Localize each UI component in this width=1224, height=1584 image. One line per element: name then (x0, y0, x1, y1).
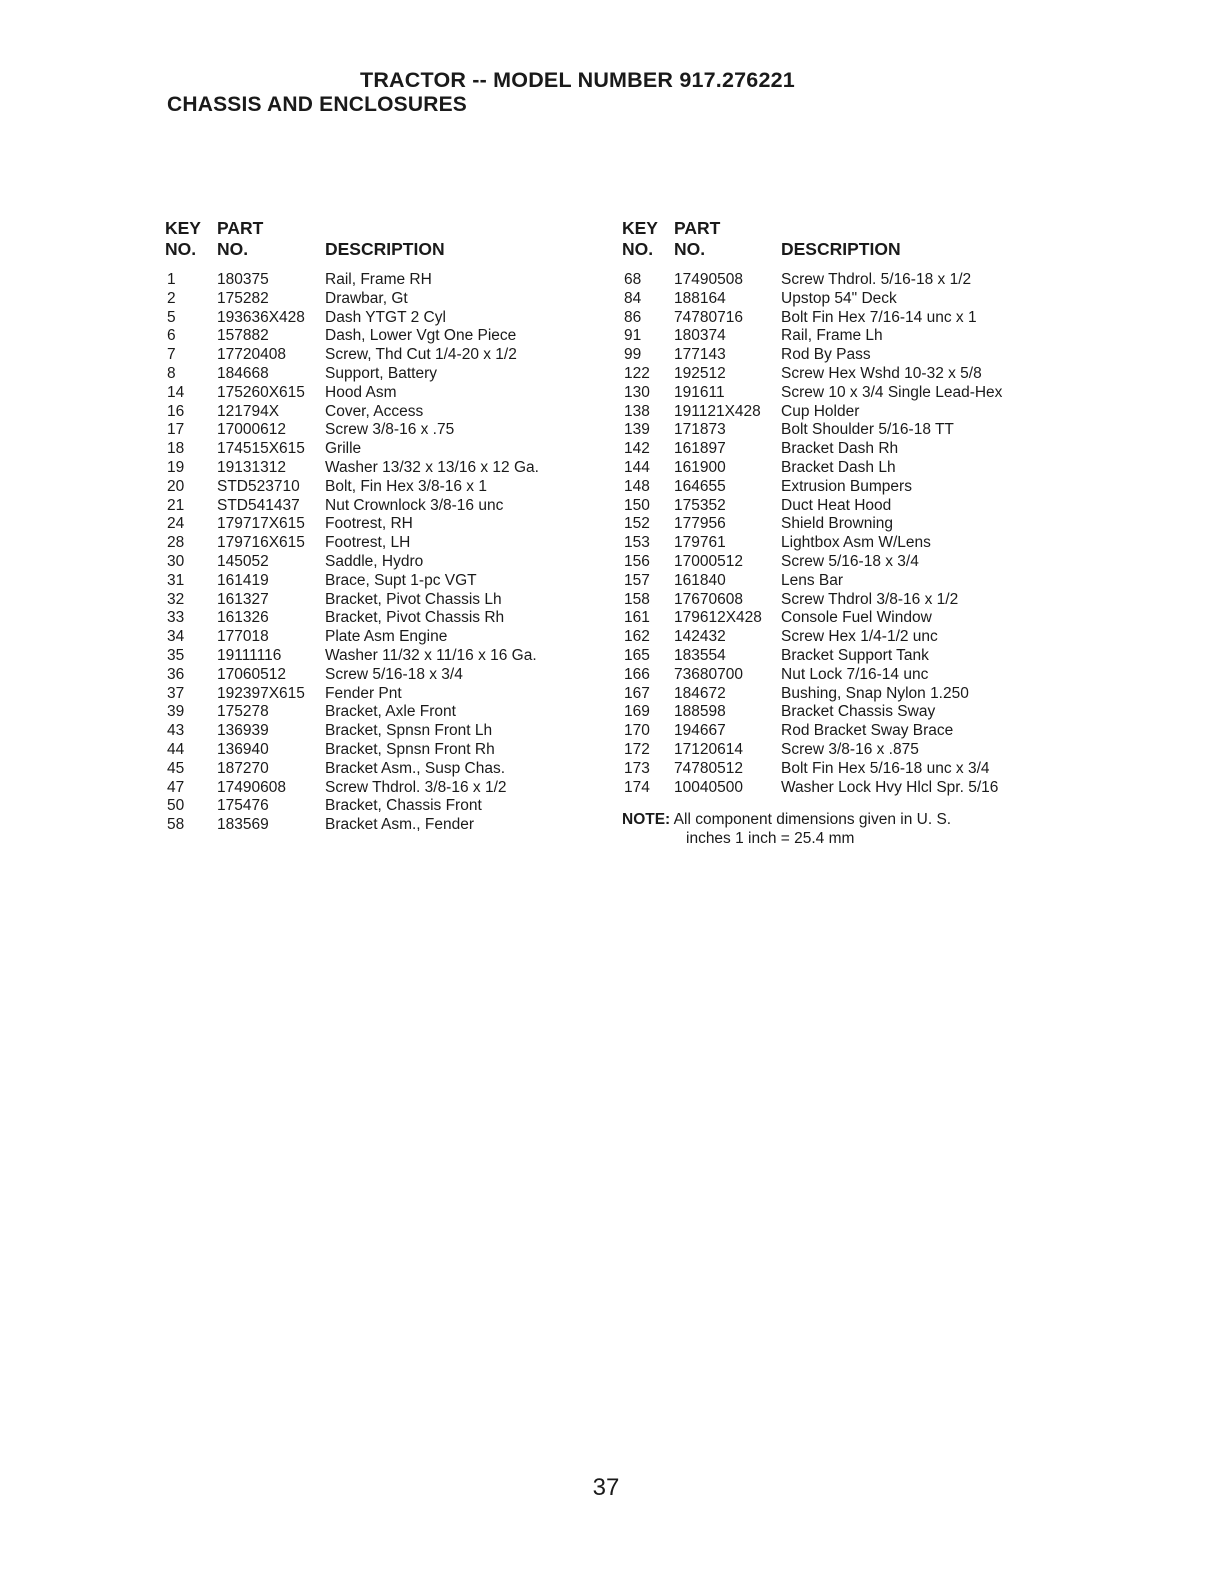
key-number: 1 (167, 271, 176, 288)
part-description: Rail, Frame RH (325, 271, 432, 288)
key-number: 91 (624, 327, 642, 345)
note-line-1: All component dimensions given in U. S. (673, 811, 952, 828)
part-number: 175278 (217, 703, 269, 721)
part-number: 184672 (674, 684, 726, 702)
key-number: 33 (167, 609, 185, 627)
part-number: 179717X615 (217, 515, 305, 533)
part-number: 17000512 (674, 552, 743, 570)
key-number: 20 (167, 477, 185, 495)
part-number: 121794X (217, 402, 280, 420)
key-number: 158 (624, 590, 650, 608)
part-description: Bracket Asm., Susp Chas. (325, 759, 506, 777)
key-number: 37 (167, 684, 185, 702)
part-description: Screw 5/16-18 x 3/4 (781, 552, 919, 570)
part-number: 183554 (674, 646, 726, 664)
header-part-bottom: NO. (674, 239, 706, 259)
table-row (165, 591, 585, 610)
parts-list-right (622, 271, 1052, 797)
key-number: 130 (624, 383, 650, 401)
table-row (622, 327, 1052, 346)
part-description: Screw Thdrol. 3/8-16 x 1/2 (325, 778, 507, 796)
table-row (165, 515, 585, 534)
part-description: Bracket Asm., Fender (325, 816, 475, 834)
section-title: CHASSIS AND ENCLOSURES (167, 93, 467, 116)
key-number: 45 (167, 759, 185, 777)
part-description: Cup Holder (781, 402, 860, 420)
key-number: 28 (167, 534, 185, 552)
part-description: Screw Thdrol. 5/16-18 x 1/2 (781, 271, 972, 288)
table-row (622, 609, 1052, 628)
key-number: 44 (167, 740, 185, 758)
table-row (165, 440, 585, 459)
parts-table-left (165, 218, 585, 835)
part-number: 183569 (217, 816, 269, 834)
table-row (165, 346, 585, 365)
key-number: 144 (624, 458, 650, 476)
key-number: 39 (167, 703, 185, 721)
part-description: Bracket Support Tank (781, 646, 929, 664)
table-row (165, 666, 585, 685)
part-number: 192512 (674, 364, 726, 382)
table-row (622, 440, 1052, 459)
table-header (165, 218, 585, 262)
part-description: Shield Browning (781, 515, 894, 533)
part-number: 188164 (674, 289, 726, 307)
part-number: 179612X428 (674, 609, 762, 627)
table-row (622, 403, 1052, 422)
key-number: 8 (167, 364, 176, 382)
key-number: 43 (167, 722, 185, 740)
key-number: 173 (624, 759, 650, 777)
table-row (165, 421, 585, 440)
header-part-bottom: NO. (217, 239, 249, 259)
table-row (165, 327, 585, 346)
part-number: 19131312 (217, 458, 286, 476)
key-number: 150 (624, 496, 650, 514)
part-number: STD541437 (217, 496, 300, 514)
part-number: 142432 (674, 628, 726, 646)
part-description: Bushing, Snap Nylon 1.250 (781, 684, 969, 702)
part-number: 161840 (674, 571, 726, 589)
key-number: 50 (167, 797, 185, 815)
part-description: Cover, Access (325, 402, 424, 420)
table-row (165, 685, 585, 704)
table-row (165, 497, 585, 516)
part-number: 177143 (674, 346, 726, 364)
part-number: 188598 (674, 703, 726, 721)
part-description: Bracket, Chassis Front (325, 797, 482, 815)
part-description: Screw Hex Wshd 10-32 x 5/8 (781, 364, 982, 382)
part-description: Bracket, Pivot Chassis Rh (325, 609, 505, 627)
key-number: 156 (624, 552, 650, 570)
table-row (165, 478, 585, 497)
key-number: 142 (624, 440, 650, 458)
key-number: 139 (624, 421, 650, 439)
part-description: Duct Heat Hood (781, 496, 892, 514)
part-number: 161897 (674, 440, 726, 458)
table-row (165, 703, 585, 722)
table-row (622, 779, 1052, 798)
part-number: 161900 (674, 458, 726, 476)
part-description: Nut Lock 7/16-14 unc (781, 665, 929, 683)
key-number: 153 (624, 534, 650, 552)
part-description: Screw 10 x 3/4 Single Lead-Hex (781, 383, 1003, 401)
part-description: Screw, Thd Cut 1/4-20 x 1/2 (325, 346, 517, 364)
key-number: 58 (167, 816, 185, 834)
key-number: 34 (167, 628, 185, 646)
part-number: 174515X615 (217, 440, 305, 458)
key-number: 165 (624, 646, 650, 664)
table-row (622, 365, 1052, 384)
key-number: 169 (624, 703, 650, 721)
part-description: Bracket, Spnsn Front Lh (325, 722, 493, 740)
table-row (165, 760, 585, 779)
key-number: 18 (167, 440, 185, 458)
table-row (622, 722, 1052, 741)
part-description: Bracket Dash Rh (781, 440, 899, 458)
header-part-top: PART (674, 218, 721, 238)
table-row (165, 553, 585, 572)
table-row (165, 290, 585, 309)
part-number: 191121X428 (674, 402, 761, 420)
table-row (165, 797, 585, 816)
key-number: 84 (624, 289, 642, 307)
key-number: 122 (624, 364, 650, 382)
part-description: Washer 11/32 x 11/16 x 16 Ga. (325, 646, 537, 664)
part-number: 175260X615 (217, 383, 305, 401)
table-row (622, 760, 1052, 779)
table-row (165, 647, 585, 666)
part-number: 17120614 (674, 740, 743, 758)
part-number: 171873 (674, 421, 726, 439)
part-number: 164655 (674, 477, 726, 495)
table-row (165, 628, 585, 647)
part-description: Plate Asm Engine (325, 628, 448, 646)
table-row (622, 515, 1052, 534)
key-number: 166 (624, 665, 650, 683)
key-number: 167 (624, 684, 650, 702)
key-number: 19 (167, 458, 185, 476)
table-row (165, 309, 585, 328)
part-description: Console Fuel Window (781, 609, 932, 627)
table-row (165, 459, 585, 478)
part-description: Screw Thdrol 3/8-16 x 1/2 (781, 590, 959, 608)
key-number: 6 (167, 327, 176, 345)
table-row (165, 609, 585, 628)
key-number: 24 (167, 515, 185, 533)
part-number: 136939 (217, 722, 269, 740)
key-number: 35 (167, 646, 185, 664)
page-title: TRACTOR -- MODEL NUMBER 917.276221 (360, 68, 795, 92)
part-description: Bolt, Fin Hex 3/8-16 x 1 (325, 477, 487, 495)
parts-list-left (165, 271, 585, 835)
header-part-top: PART (217, 218, 264, 238)
table-row (622, 666, 1052, 685)
part-description: Rod By Pass (781, 346, 871, 364)
key-number: 47 (167, 778, 185, 796)
part-description: Lens Bar (781, 571, 844, 589)
table-row (622, 309, 1052, 328)
key-number: 99 (624, 346, 642, 364)
key-number: 161 (624, 609, 650, 627)
table-row (622, 384, 1052, 403)
key-number: 148 (624, 477, 650, 495)
part-number: 17000612 (217, 421, 286, 439)
part-description: Bracket, Spnsn Front Rh (325, 740, 495, 758)
table-row (165, 534, 585, 553)
part-number: 74780512 (674, 759, 743, 777)
table-row (622, 271, 1052, 290)
key-number: 31 (167, 571, 185, 589)
part-number: 192397X615 (217, 684, 305, 702)
part-number: 193636X428 (217, 308, 305, 326)
part-description: Bolt Fin Hex 5/16-18 unc x 3/4 (781, 759, 990, 777)
part-number: 73680700 (674, 665, 743, 683)
key-number: 138 (624, 402, 650, 420)
part-description: Extrusion Bumpers (781, 477, 912, 495)
part-number: 10040500 (674, 778, 743, 796)
key-number: 17 (167, 421, 185, 439)
part-number: 136940 (217, 740, 269, 758)
part-number: 175352 (674, 496, 726, 514)
table-row (165, 779, 585, 798)
part-number: 145052 (217, 552, 269, 570)
part-description: Bracket Chassis Sway (781, 703, 936, 721)
part-number: 179761 (674, 534, 726, 552)
table-row (165, 816, 585, 835)
part-description: Screw 5/16-18 x 3/4 (325, 665, 463, 683)
part-description: Washer 13/32 x 13/16 x 12 Ga. (325, 458, 539, 476)
table-row (622, 346, 1052, 365)
part-number: 161419 (217, 571, 269, 589)
part-description: Dash, Lower Vgt One Piece (325, 327, 517, 345)
table-row (622, 591, 1052, 610)
part-number: 177018 (217, 628, 269, 646)
part-number: 180375 (217, 271, 269, 288)
part-description: Rail, Frame Lh (781, 327, 883, 345)
part-description: Bracket, Axle Front (325, 703, 456, 721)
key-number: 32 (167, 590, 185, 608)
note-line-2: inches 1 inch = 25.4 mm (686, 830, 855, 847)
part-number: 187270 (217, 759, 269, 777)
table-row (165, 572, 585, 591)
part-number: 161327 (217, 590, 269, 608)
page-number: 37 (592, 1474, 620, 1501)
table-row (622, 703, 1052, 722)
table-header (622, 218, 1052, 262)
key-number: 21 (167, 496, 185, 514)
note-label: NOTE: (622, 811, 671, 828)
part-description: Screw Hex 1/4-1/2 unc (781, 628, 938, 646)
header-description: DESCRIPTION (781, 239, 901, 259)
table-row (165, 722, 585, 741)
table-row (622, 572, 1052, 591)
dimension-note (622, 810, 951, 848)
table-row (165, 741, 585, 760)
part-number: 74780716 (674, 308, 743, 326)
part-description: Bolt Fin Hex 7/16-14 unc x 1 (781, 308, 977, 326)
table-row (622, 685, 1052, 704)
key-number: 30 (167, 552, 185, 570)
part-description: Screw 3/8-16 x .75 (325, 421, 455, 439)
key-number: 5 (167, 308, 176, 326)
key-number: 16 (167, 402, 185, 420)
part-description: Support, Battery (325, 364, 438, 382)
part-number: 17490508 (674, 271, 743, 288)
part-number: STD523710 (217, 477, 300, 495)
part-number: 17670608 (674, 590, 743, 608)
part-description: Nut Crownlock 3/8-16 unc (325, 496, 504, 514)
table-row (622, 647, 1052, 666)
key-number: 14 (167, 383, 185, 401)
key-number: 36 (167, 665, 185, 683)
parts-table-right (622, 218, 1052, 797)
table-row (622, 497, 1052, 516)
part-description: Washer Lock Hvy Hlcl Spr. 5/16 (781, 778, 999, 796)
header-key-bottom: NO. (165, 239, 197, 259)
part-description: Bracket Dash Lh (781, 458, 896, 476)
table-row (622, 741, 1052, 760)
part-description: Brace, Supt 1-pc VGT (325, 571, 477, 589)
key-number: 170 (624, 722, 650, 740)
part-description: Hood Asm (325, 383, 397, 401)
part-number: 17720408 (217, 346, 286, 364)
part-description: Bracket, Pivot Chassis Lh (325, 590, 502, 608)
part-number: 17060512 (217, 665, 286, 683)
part-number: 175476 (217, 797, 269, 815)
header-key-bottom: NO. (622, 239, 654, 259)
header-description: DESCRIPTION (325, 239, 445, 259)
table-row (622, 534, 1052, 553)
part-description: Saddle, Hydro (325, 552, 424, 570)
part-number: 194667 (674, 722, 726, 740)
part-description: Screw 3/8-16 x .875 (781, 740, 919, 758)
key-number: 7 (167, 346, 176, 364)
part-description: Footrest, RH (325, 515, 413, 533)
part-description: Bolt Shoulder 5/16-18 TT (781, 421, 954, 439)
part-description: Grille (325, 440, 362, 458)
key-number: 68 (624, 271, 642, 288)
table-row (622, 459, 1052, 478)
key-number: 174 (624, 778, 650, 796)
key-number: 172 (624, 740, 650, 758)
table-row (165, 365, 585, 384)
part-description: Dash YTGT 2 Cyl (325, 308, 446, 326)
table-row (622, 290, 1052, 309)
part-description: Footrest, LH (325, 534, 411, 552)
part-description: Drawbar, Gt (325, 289, 408, 307)
table-row (165, 384, 585, 403)
table-row (622, 628, 1052, 647)
part-number: 157882 (217, 327, 269, 345)
header-key-top: KEY (165, 218, 201, 238)
key-number: 162 (624, 628, 650, 646)
table-row (622, 478, 1052, 497)
header-key-top: KEY (622, 218, 658, 238)
table-row (165, 271, 585, 290)
part-description: Rod Bracket Sway Brace (781, 722, 954, 740)
part-number: 180374 (674, 327, 726, 345)
table-row (165, 403, 585, 422)
part-description: Upstop 54" Deck (781, 289, 897, 307)
part-number: 177956 (674, 515, 726, 533)
part-description: Lightbox Asm W/Lens (781, 534, 931, 552)
key-number: 2 (167, 289, 176, 307)
key-number: 157 (624, 571, 650, 589)
part-number: 179716X615 (217, 534, 305, 552)
part-number: 19111116 (217, 646, 282, 664)
key-number: 152 (624, 515, 650, 533)
part-number: 184668 (217, 364, 269, 382)
table-row (622, 553, 1052, 572)
table-row (622, 421, 1052, 440)
part-number: 175282 (217, 289, 269, 307)
part-number: 191611 (674, 383, 725, 401)
key-number: 86 (624, 308, 642, 326)
part-number: 161326 (217, 609, 269, 627)
part-description: Fender Pnt (325, 684, 402, 702)
part-number: 17490608 (217, 778, 286, 796)
